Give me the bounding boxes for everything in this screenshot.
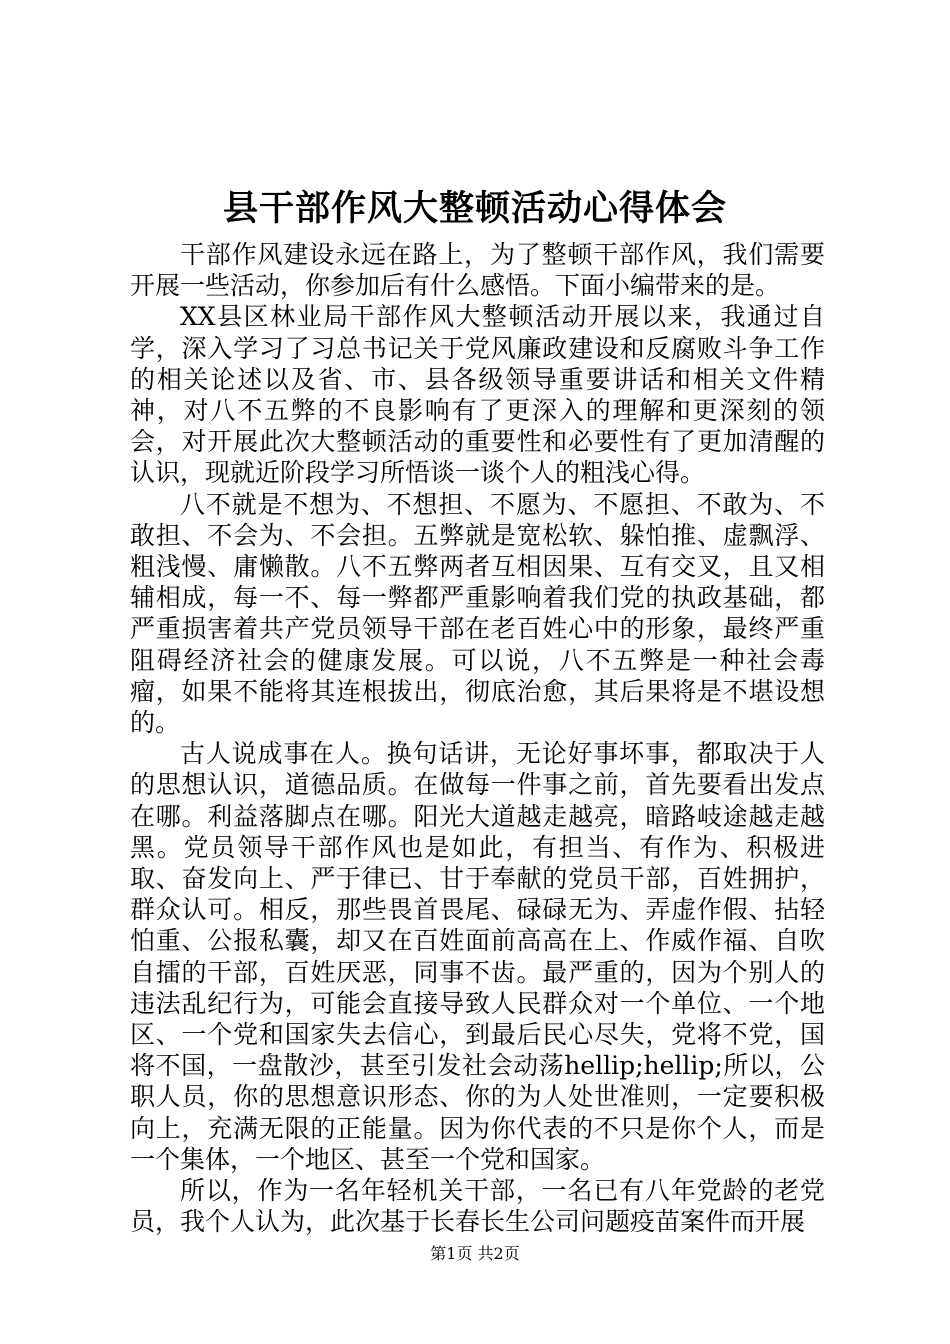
- paragraph-1: 干部作风建设永远在路上，为了整顿干部作风，我们需要开展一些活动，你参加后有什么感悟。下面小编带来的是。: [130, 240, 825, 301]
- paragraph-4: 古人说成事在人。换句话讲，无论好事坏事，都取决于人的思想认识，道德品质。在做每一件事之前，首先要看出发点在哪。利益落脚点在哪。阳光大道越走越亮，暗路岐途越走越黑。党员领导干部作风也是如此，有担当、有作为、积极进取、奋发向上、严于律已、甘于奉献的党员干部，百姓拥护，群众认可。相反，那些畏首畏尾、碌碌无为、弄虚作假、拈轻怕重、公报私囊，却又在百姓面前高高在上、作威作福、自吹自擂的干部，百姓厌恶，同事不齿。最严重的，因为个别人的违法乱纪行为，可能会直接导致人民群众对一个单位、一个地区、一个党和国家失去信心，到最后民心尽失，党将不党，国将不国，一盘散沙，甚至引发社会动荡hellip;hellip;所以，公职人员，你的思想意识形态、你的为人处世准则，一定要积极向上，充满无限的正能量。因为你代表的不只是你个人，而是一个集体，一个地区、甚至一个党和国家。: [130, 739, 825, 1174]
- page-footer: 第1页 共2页: [430, 1244, 520, 1263]
- document-title: 县干部作风大整顿活动心得体会: [222, 188, 727, 229]
- paragraph-2: XX县区林业局干部作风大整顿活动开展以来，我通过自学，深入学习了习总书记关于党风廉政建设和反腐败斗争工作的相关论述以及省、市、县各级领导重要讲话和相关文件精神，对八不五弊的不良影响有了更深入的理解和更深刻的领会，对开展此次大整顿活动的重要性和必要性有了更加清醒的认识，现就近阶段学习所悟谈一谈个人的粗浅心得。: [130, 302, 825, 488]
- paragraph-3: 八不就是不想为、不想担、不愿为、不愿担、不敢为、不敢担、不会为、不会担。五弊就是宽松软、躲怕推、虚飘浮、粗浅慢、庸懒散。八不五弊两者互相因果、互有交叉，且又相辅相成，每一不、每一弊都严重影响着我们党的执政基础，都严重损害着共产党员领导干部在老百姓心中的形象，最终严重阻碍经济社会的健康发展。可以说，八不五弊是一种社会毒瘤，如果不能将其连根拔出，彻底治愈，其后果将是不堪设想的。: [130, 489, 825, 738]
- paragraph-5: 所以，作为一名年轻机关干部，一名已有八年党龄的老党员，我个人认为，此次基于长春长生公司问题疫苗案件而开展: [130, 1176, 825, 1237]
- document-body: [130, 239, 825, 1238]
